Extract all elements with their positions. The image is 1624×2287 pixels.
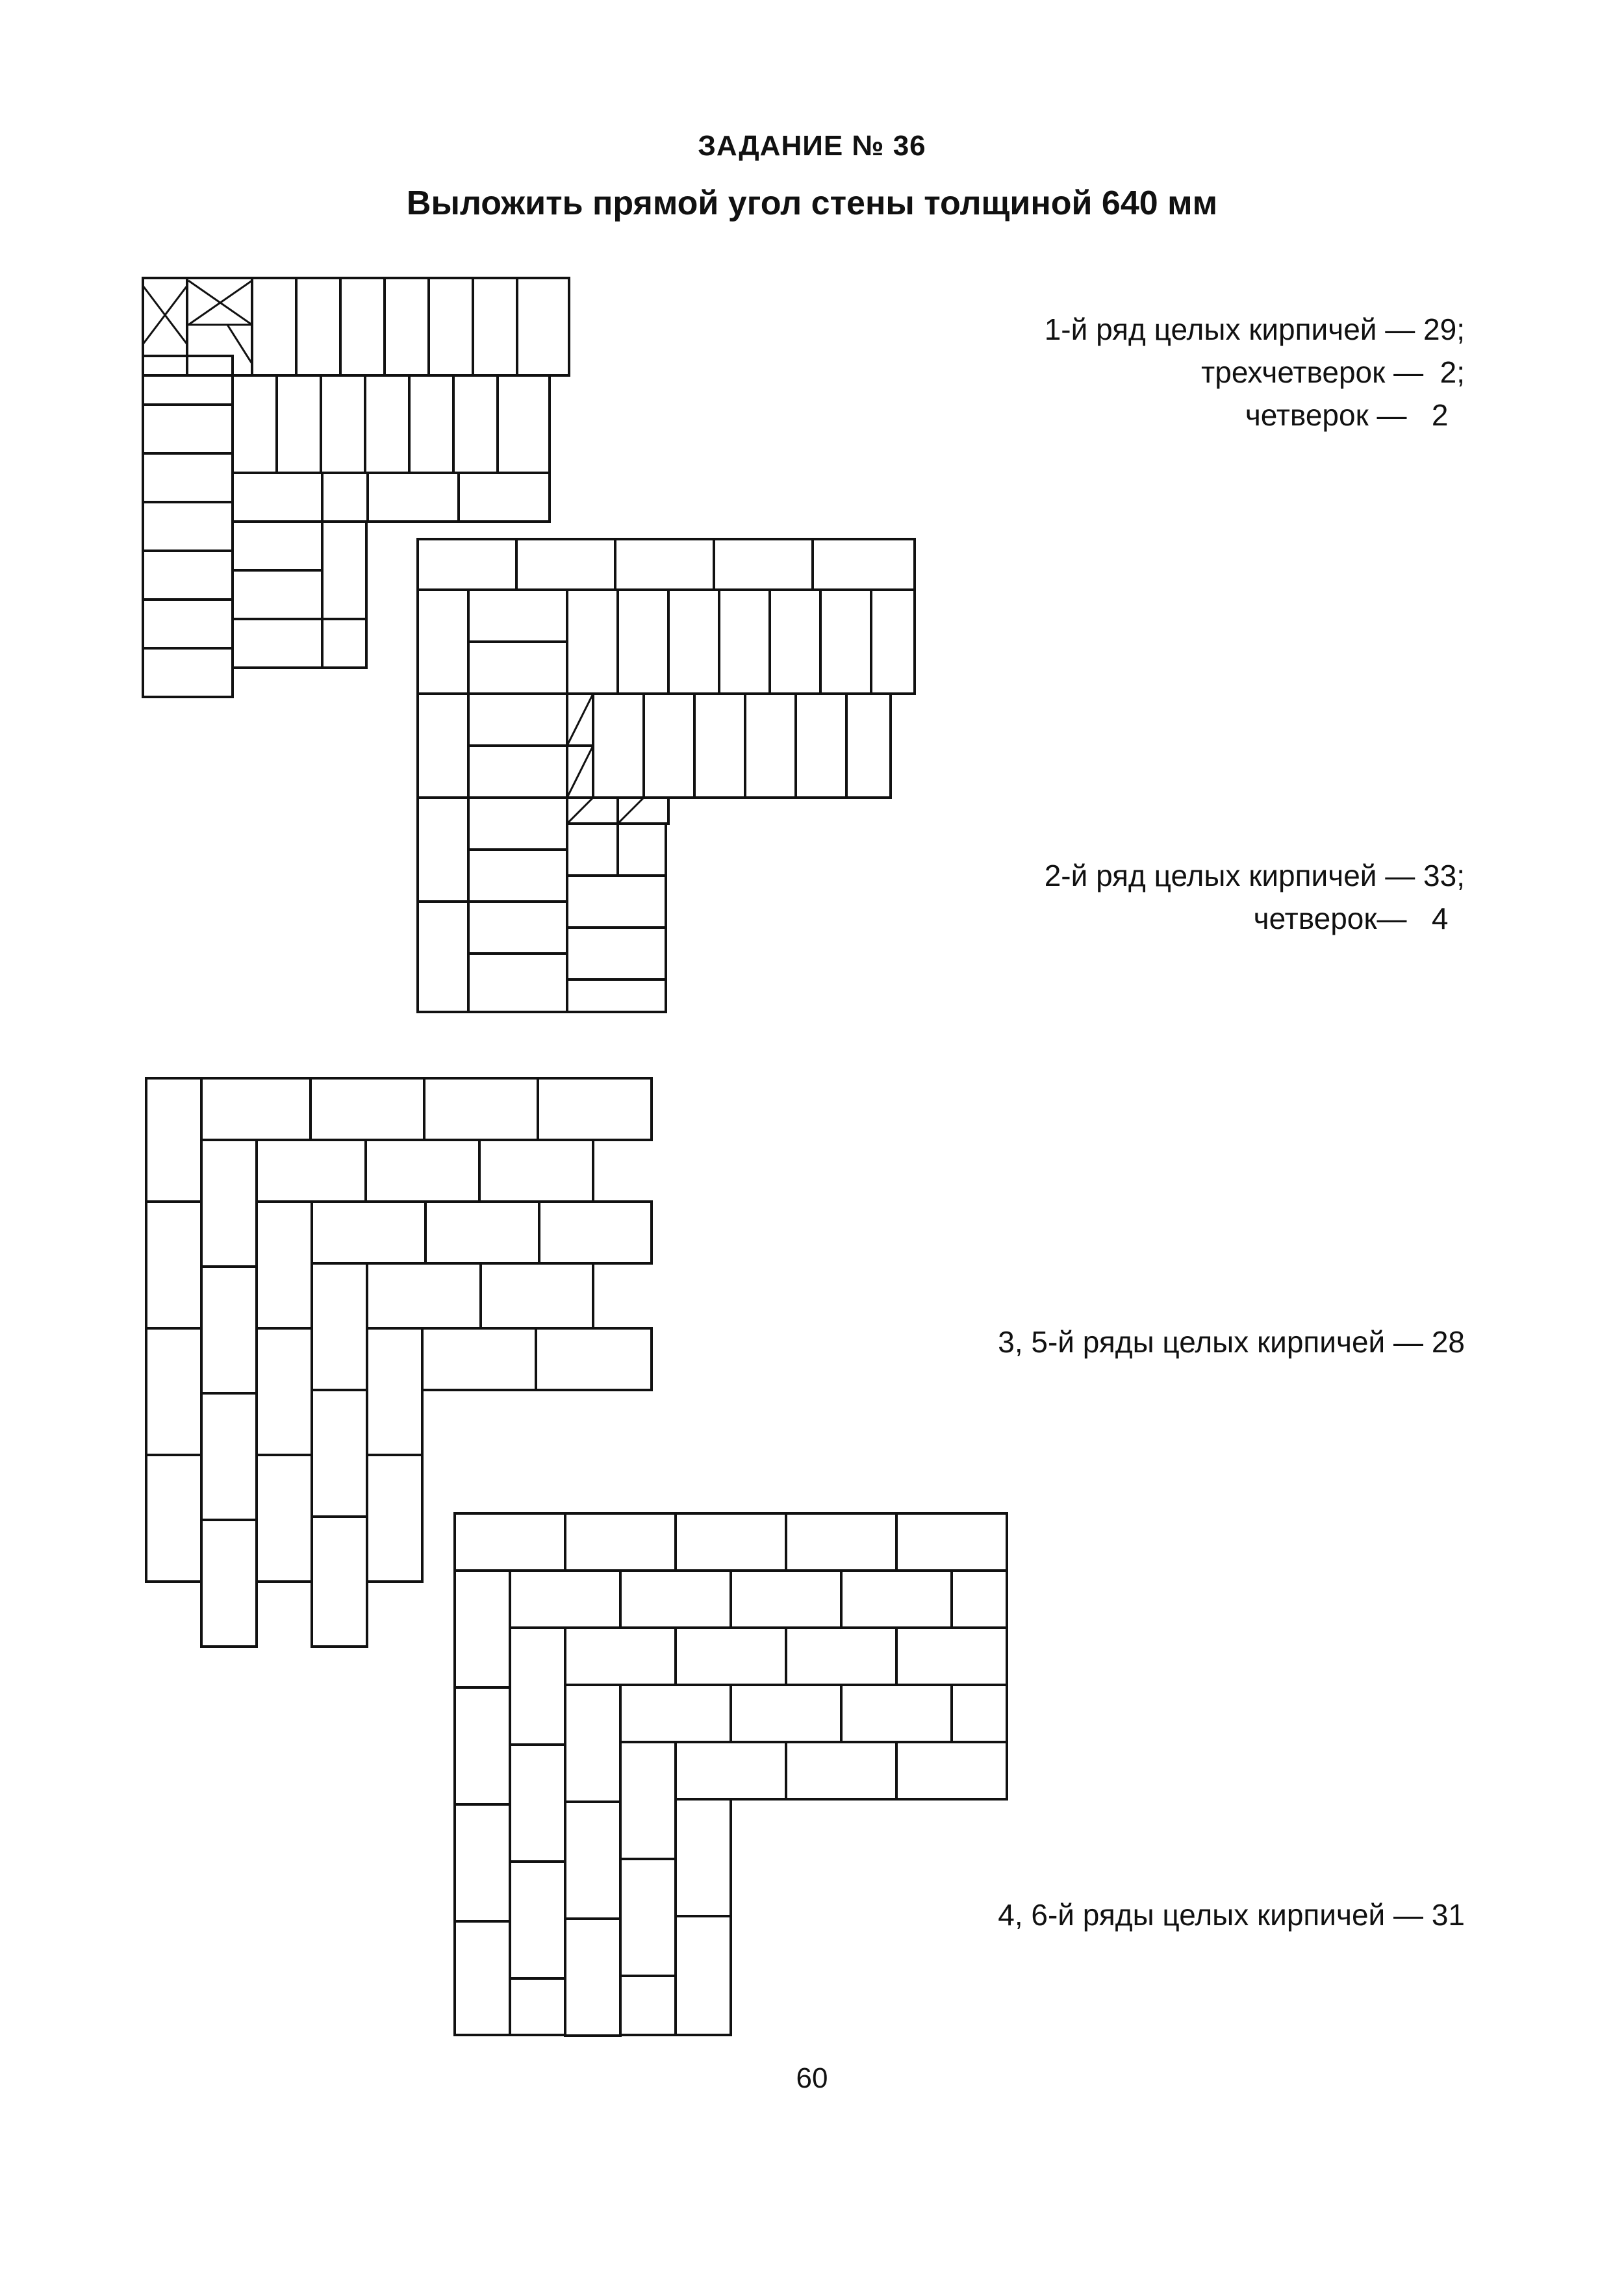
caption-line: четверок— 4 — [1253, 902, 1449, 935]
caption-line: 4, 6-й ряды целых кирпичей — 31 — [998, 1898, 1465, 1932]
page-number: 60 — [796, 2062, 828, 2094]
caption-line: трехчетверок — 2; — [1201, 355, 1465, 389]
caption-line: четверок — 2 — [1245, 398, 1449, 432]
row-1-caption — [1045, 308, 1465, 436]
rows-3-5-caption — [998, 1320, 1465, 1363]
caption-line: 3, 5-й ряды целых кирпичей — 28 — [998, 1325, 1465, 1359]
caption-line: 1-й ряд целых кирпичей — 29; — [1044, 312, 1465, 346]
task-number: ЗАДАНИЕ № 36 — [698, 130, 926, 162]
rows-4-6-diagram — [455, 1513, 1007, 2036]
row-2-caption — [1045, 854, 1465, 940]
task-title: Выложить прямой угол стены толщиной 640 мм — [406, 184, 1218, 222]
row-1-diagram — [143, 278, 569, 697]
rows-3-5-diagram — [146, 1078, 652, 1647]
row-2-diagram — [418, 539, 915, 1012]
rows-4-6-caption — [998, 1893, 1465, 1936]
caption-line: 2-й ряд целых кирпичей — 33; — [1044, 859, 1465, 892]
